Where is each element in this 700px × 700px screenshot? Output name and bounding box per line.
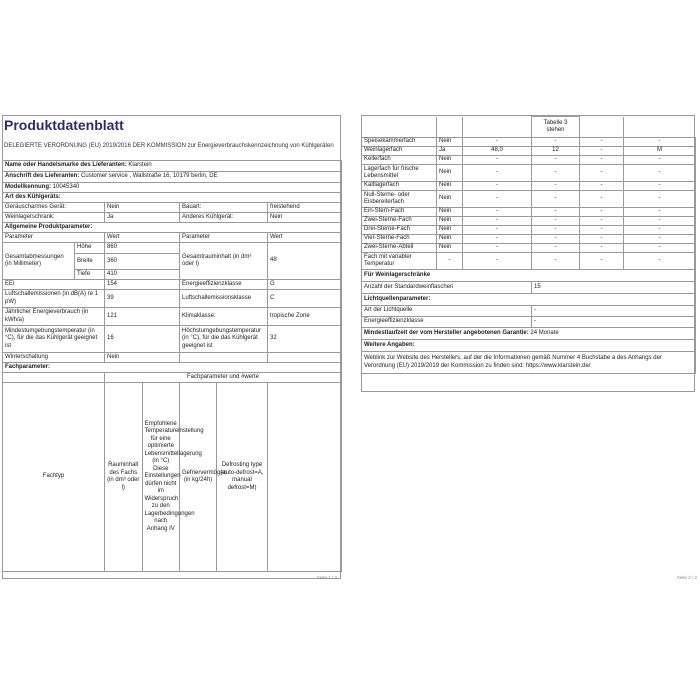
cell: Nein xyxy=(437,156,463,165)
warranty-cell xyxy=(362,328,696,340)
page-footer: Seite 1 / 2 xyxy=(316,575,337,580)
cell: Ja xyxy=(105,213,180,223)
table-row xyxy=(3,280,342,290)
cell: Weinlagerfach xyxy=(362,147,437,156)
cell: - xyxy=(463,217,532,226)
table-row xyxy=(362,156,696,165)
cell: - xyxy=(463,244,532,253)
cell: - xyxy=(580,191,624,208)
cell xyxy=(362,117,437,138)
cell: - xyxy=(580,165,624,182)
regulation-subtitle: DELEGIERTE VERORDNUNG (EU) 2019/2016 DER KOMMISSION zur Energieverbrauchskennzeichnung von Kühlgeräten xyxy=(4,143,334,149)
page-title: Produktdatenblatt xyxy=(4,117,124,133)
cell: Luftschallemissionen (in dB(A) re 1 pW) xyxy=(3,290,105,308)
table-row xyxy=(3,161,342,172)
table-row xyxy=(362,244,696,253)
table-row xyxy=(3,183,342,193)
table-row xyxy=(3,172,342,183)
cell: Drei-Sterne-Fach xyxy=(362,226,437,235)
cell: Fach mit variabler Temperatur xyxy=(362,253,437,270)
table-row xyxy=(3,363,342,373)
table-row xyxy=(362,208,696,217)
compartment-col-header-group xyxy=(105,383,204,572)
cell: Zwei-Sterne-Fach xyxy=(362,217,437,226)
cell: Vier-Sterne-Fach xyxy=(362,235,437,244)
cell: - xyxy=(532,226,580,235)
dimension-label: Höhe xyxy=(75,243,105,254)
dimension-value: 360 xyxy=(105,254,180,270)
cell: 16 xyxy=(105,326,180,353)
cell: Kaltlagerfach xyxy=(362,182,437,191)
cell: Ein-Stern-Fach xyxy=(362,208,437,217)
table-row xyxy=(3,193,342,203)
general-params-heading: Allgemeine Produktparameter: xyxy=(3,223,342,233)
cell: - xyxy=(580,244,624,253)
table-row xyxy=(362,191,696,208)
cell: - xyxy=(624,217,696,226)
cell: - xyxy=(437,253,463,270)
compartment-subcols xyxy=(180,383,267,571)
compartment-params-heading: Fachparameter: xyxy=(3,363,342,373)
cell: - xyxy=(580,156,624,165)
cell: - xyxy=(624,253,696,270)
cell: Null-Sterne- oder Eisbereiterfach xyxy=(362,191,437,208)
cell: Weinlagerschrank: xyxy=(3,213,105,223)
address-label: Anschrift des Lieferanten: xyxy=(5,173,80,180)
compartment-subcols xyxy=(105,383,204,571)
cell: Nein xyxy=(268,213,342,223)
wine-bottles-value: 15 xyxy=(532,282,696,294)
cell: - xyxy=(580,253,624,270)
header-cell: Wert xyxy=(268,233,342,243)
cell: - xyxy=(580,217,624,226)
cell: - xyxy=(532,138,580,147)
table-row xyxy=(362,328,696,340)
cell: Nein xyxy=(437,165,463,182)
address-value: Customer service , Wallstraße 16, 10179 berlin, DE xyxy=(81,173,218,180)
table-row xyxy=(3,373,342,383)
supplier-name-value: Klarstein xyxy=(128,162,152,169)
compartment-col-header-group xyxy=(180,383,268,572)
dimension-label: Breite xyxy=(75,254,105,270)
header-cell: Wert xyxy=(105,233,180,243)
table-row xyxy=(362,340,696,352)
table-row xyxy=(362,235,696,244)
cell: Nein xyxy=(105,203,180,213)
cell: EEI xyxy=(3,280,105,290)
more-info-text: Weblink zur Website des Herstellers, auf der die Informationen gemäß Nummer 4 Buchstabe a des Anhangs der Verordnung (EU) 2019/2019 der Kommission zu finden sind: https://www.klarstein.de/ xyxy=(362,352,696,374)
cell: - xyxy=(532,217,580,226)
cell: Nein xyxy=(437,138,463,147)
cell: Lagerfach für frische Lebensmittel xyxy=(362,165,437,182)
model-value: 10045340 xyxy=(52,183,80,190)
compartment-values-table xyxy=(361,116,696,374)
cell: Ja xyxy=(437,147,463,156)
cell: - xyxy=(532,235,580,244)
cell: - xyxy=(624,244,696,253)
cell: - xyxy=(624,156,696,165)
table-row xyxy=(362,270,696,282)
cell: 39 xyxy=(105,290,180,308)
cell: Luftschallemissionsklasse xyxy=(180,290,268,308)
cell: - xyxy=(463,138,532,147)
cell: - xyxy=(463,226,532,235)
table-row xyxy=(3,383,342,572)
compartment-col-header: Empfohlene Temperatureinstellung für eine optimierte Lebensmittellagerung (in °C) Diese Einstellungen dürfen nicht im Widerspruch zu den Lagerbedingungen nach Anhang IV xyxy=(142,383,179,571)
table-row xyxy=(362,317,696,328)
cell: C xyxy=(268,290,342,308)
cell: - xyxy=(532,208,580,217)
cell: - xyxy=(580,182,624,191)
table-row xyxy=(3,213,342,223)
table-row xyxy=(362,182,696,191)
cell: - xyxy=(580,208,624,217)
cell: - xyxy=(624,191,696,208)
dimension-label: Tiefe xyxy=(75,270,105,280)
cell: - xyxy=(463,208,532,217)
cell: Jährlicher Energieverbrauch (in kWh/a) xyxy=(3,308,105,326)
cell xyxy=(624,117,696,138)
table-row xyxy=(362,217,696,226)
light-type-value: - xyxy=(532,306,696,317)
compartment-group-header: Fachparameter und #werte xyxy=(105,373,342,383)
total-volume-value: 48 xyxy=(268,243,342,280)
table-row xyxy=(362,306,696,317)
cell: - xyxy=(532,165,580,182)
address-cell xyxy=(3,172,342,183)
model-cell xyxy=(3,183,342,193)
table-row xyxy=(3,223,342,233)
cell: - xyxy=(624,182,696,191)
cell: 121 xyxy=(105,308,180,326)
cell: - xyxy=(624,235,696,244)
light-source-heading: Lichtquellenparameter: xyxy=(362,294,696,306)
light-class-label: Energieeffizienzklasse xyxy=(362,317,532,328)
table-row xyxy=(3,326,342,353)
cell: tropische Zone xyxy=(268,308,342,326)
supplier-name-label: Name oder Handelsmarke des Lieferanten: xyxy=(5,162,127,169)
cell xyxy=(3,373,105,383)
cell: - xyxy=(463,156,532,165)
cell: Nein xyxy=(437,217,463,226)
cell: Nein xyxy=(437,208,463,217)
supplier-name-cell xyxy=(3,161,342,172)
cell: - xyxy=(580,138,624,147)
cell: - xyxy=(624,138,696,147)
table-row xyxy=(362,138,696,147)
cell: - xyxy=(580,226,624,235)
cell: G xyxy=(268,280,342,290)
page-1 xyxy=(0,110,343,590)
cell: M xyxy=(624,147,696,156)
cell: - xyxy=(463,191,532,208)
header-cell: Parameter xyxy=(3,233,105,243)
warranty-label: Mindestlaufzeit der vom Hersteller angebotenen Garantie: xyxy=(364,329,529,336)
cell: - xyxy=(532,182,580,191)
cell: Mindestumgebungstemperatur (in °C), für die das Kühlgerät geeignet ist xyxy=(3,326,105,353)
cell: 48,0 xyxy=(463,147,532,156)
table-note: Tabelle 3 stehen xyxy=(532,117,580,138)
cell: 154 xyxy=(105,280,180,290)
cell: freistehend xyxy=(268,203,342,213)
compartment-col-header: Fachtyp xyxy=(3,383,105,572)
wine-heading: Für Weinlagerschränke xyxy=(362,270,696,282)
table-row xyxy=(362,282,696,294)
product-data-table xyxy=(2,160,342,572)
table-row xyxy=(3,353,342,363)
cell: - xyxy=(624,226,696,235)
cell: - xyxy=(463,235,532,244)
table-row xyxy=(362,117,696,138)
cell xyxy=(180,353,268,363)
table-row xyxy=(3,203,342,213)
cell: - xyxy=(580,235,624,244)
cell: - xyxy=(532,191,580,208)
cell xyxy=(463,117,532,138)
cell: - xyxy=(580,147,624,156)
cell: - xyxy=(532,156,580,165)
cell xyxy=(268,353,342,363)
cell: - xyxy=(624,165,696,182)
dimension-value: 410 xyxy=(105,270,180,280)
table-row xyxy=(3,290,342,308)
table-row xyxy=(362,294,696,306)
compartment-col-header: Gefriervermögen (in kg/24h) xyxy=(180,383,217,571)
winter-switch-value: Nein xyxy=(105,353,180,363)
model-label: Modellkennung: xyxy=(5,183,51,190)
cell: Kellerfach xyxy=(362,156,437,165)
table-row xyxy=(3,308,342,326)
cell: Höchstumgebungstemperatur (in °C), für die das Kühlgerät geeignet ist xyxy=(180,326,268,353)
cell: - xyxy=(532,253,580,270)
cell: - xyxy=(624,208,696,217)
cell xyxy=(437,117,463,138)
cell: Nein xyxy=(437,182,463,191)
table-row xyxy=(362,226,696,235)
table-row xyxy=(3,243,342,254)
cell: - xyxy=(463,182,532,191)
dimensions-label: Gesamtabmessungen (in Millimeter) xyxy=(3,243,75,280)
cell: Nein xyxy=(437,235,463,244)
cell xyxy=(580,117,624,138)
compartment-col-header: Rauminhalt des Fachs (in dm³ oder l) xyxy=(105,383,142,571)
table-row xyxy=(362,165,696,182)
table-row xyxy=(362,352,696,374)
dimension-value: 860 xyxy=(105,243,180,254)
cell: Nein xyxy=(437,191,463,208)
cell: Speisekammerfach xyxy=(362,138,437,147)
table-row xyxy=(362,147,696,156)
total-volume-label: Gesamtrauminhalt (in dm³ oder l) xyxy=(180,243,268,280)
cell: Nein xyxy=(437,226,463,235)
warranty-value: 24 Monate xyxy=(530,329,559,336)
cell: 32 xyxy=(268,326,342,353)
cell: Geräuscharmes Gerät: xyxy=(3,203,105,213)
cell: Anderes Kühlgerät: xyxy=(180,213,268,223)
cell: Zwei-Sterne-Abteil xyxy=(362,244,437,253)
cell: Klimaklasse: xyxy=(180,308,268,326)
header-cell: Parameter xyxy=(180,233,268,243)
page-footer: Seite 2 / 2 xyxy=(676,575,697,580)
more-info-heading: Weitere Angaben: xyxy=(362,340,696,352)
winter-switch-label: Winterschaltung xyxy=(3,353,105,363)
cell: Energieeffizienzklasse xyxy=(180,280,268,290)
cell: - xyxy=(463,253,532,270)
table-row xyxy=(3,233,342,243)
cell xyxy=(268,383,342,572)
cell: - xyxy=(463,165,532,182)
table-row xyxy=(362,253,696,270)
cell: Nein xyxy=(437,244,463,253)
wine-bottles-label: Anzahl der Standardweinflaschen xyxy=(362,282,532,294)
appliance-type-heading: Art des Kühlgeräts: xyxy=(3,193,342,203)
cell: Bauart: xyxy=(180,203,268,213)
cell: 12 xyxy=(532,147,580,156)
light-class-value: - xyxy=(532,317,696,328)
light-type-label: Art der Lichtquelle xyxy=(362,306,532,317)
cell: - xyxy=(532,244,580,253)
page-2 xyxy=(356,110,700,590)
compartment-col-header: Defrosting type (auto-defrost=A, manual defrost=M) xyxy=(217,383,267,571)
